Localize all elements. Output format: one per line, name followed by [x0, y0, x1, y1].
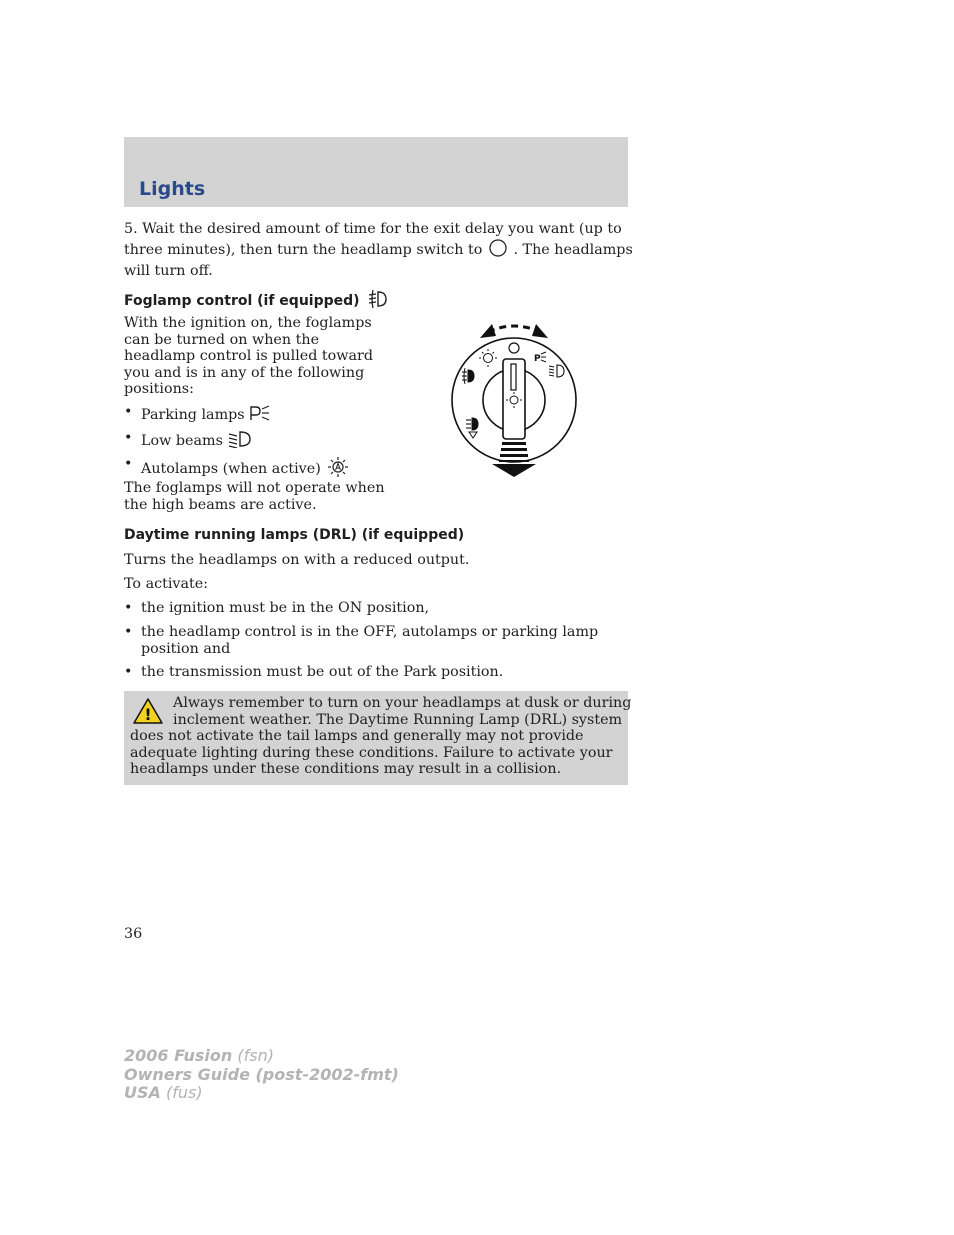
- bullet-low-beams: Low beams: [141, 433, 223, 449]
- warning-line: adequate lighting during these conditions. Failure to activate your: [130, 744, 613, 761]
- rotate-arrows-icon: [480, 324, 548, 338]
- step-5-paragraph: [124, 221, 633, 280]
- section-header-band: [124, 137, 628, 207]
- drl-paragraph: Turns the headlamps on with a reduced output.: [124, 552, 470, 568]
- step-5-line-2: [124, 239, 633, 262]
- page-title: Lights: [139, 178, 206, 200]
- off-circle-icon: [487, 239, 509, 262]
- warning-line: inclement weather. The Daytime Running Lamp (DRL) system: [173, 711, 623, 728]
- drl-bullet-text: the transmission must be out of the Park position.: [141, 664, 504, 680]
- foglamp-heading: Foglamp control (if equipped): [124, 293, 360, 309]
- parking-position-label: P: [534, 354, 541, 364]
- drl-bullet-text: the headlamp control is in the OFF, autolamps or parking lamp: [141, 624, 599, 640]
- drl-heading: Daytime running lamps (DRL) (if equipped): [124, 527, 465, 543]
- low-beams-icon: [227, 430, 253, 453]
- warning-text: [130, 695, 632, 778]
- footer-line-3: USA (fus): [124, 1083, 203, 1102]
- foglamp-heading-row: [124, 289, 389, 313]
- bullet-parking-lamps: Parking lamps: [141, 407, 245, 423]
- foglamp-note: [124, 480, 394, 513]
- foglamp-note-line: the high beams are active.: [124, 496, 317, 513]
- foglamp-icon: [367, 289, 389, 313]
- drl-bullet-text-continued: position and: [141, 640, 231, 657]
- document-footer: [124, 1047, 399, 1103]
- headlamp-switch-diagram: [448, 318, 584, 486]
- warning-line: Always remember to turn on your headlamps at dusk or during: [173, 695, 632, 711]
- footer-line-1: 2006 Fusion (fsn): [124, 1046, 274, 1065]
- step-5-line-1: 5. Wait the desired amount of time for the exit delay you want (up to: [124, 221, 622, 237]
- autolamps-icon: [325, 456, 351, 483]
- foglamp-intro-line: positions:: [124, 381, 194, 397]
- foglamp-intro-line: headlamp control is pulled toward: [124, 348, 374, 364]
- foglamp-intro-line: you and is in any of the following: [124, 364, 365, 381]
- step-5-text-a: three minutes), then turn the headlamp switch to: [124, 242, 483, 258]
- footer-line-2: Owners Guide (post-2002-fmt): [124, 1064, 399, 1084]
- foglamp-intro-line: can be turned on when the: [124, 331, 320, 348]
- step-5-text-b: . The headlamps: [513, 242, 633, 258]
- drl-bullet-text: the ignition must be in the ON position,: [141, 600, 430, 616]
- parking-lamps-icon: [249, 404, 271, 427]
- warning-line: does not activate the tail lamps and generally may not provide: [130, 728, 584, 744]
- foglamp-note-line: The foglamps will not operate when: [124, 480, 385, 496]
- drl-activate-label: To activate:: [124, 576, 209, 592]
- foglamp-intro: [124, 315, 384, 398]
- step-5-line-3: will turn off.: [124, 263, 213, 279]
- warning-symbol: !: [144, 705, 152, 724]
- foglamp-intro-line: With the ignition on, the foglamps: [124, 315, 372, 331]
- warning-box: [124, 691, 632, 785]
- warning-line: headlamps under these conditions may result in a collision.: [130, 761, 562, 777]
- page-number: 36: [124, 926, 143, 942]
- bullet-autolamps: Autolamps (when active): [141, 461, 321, 477]
